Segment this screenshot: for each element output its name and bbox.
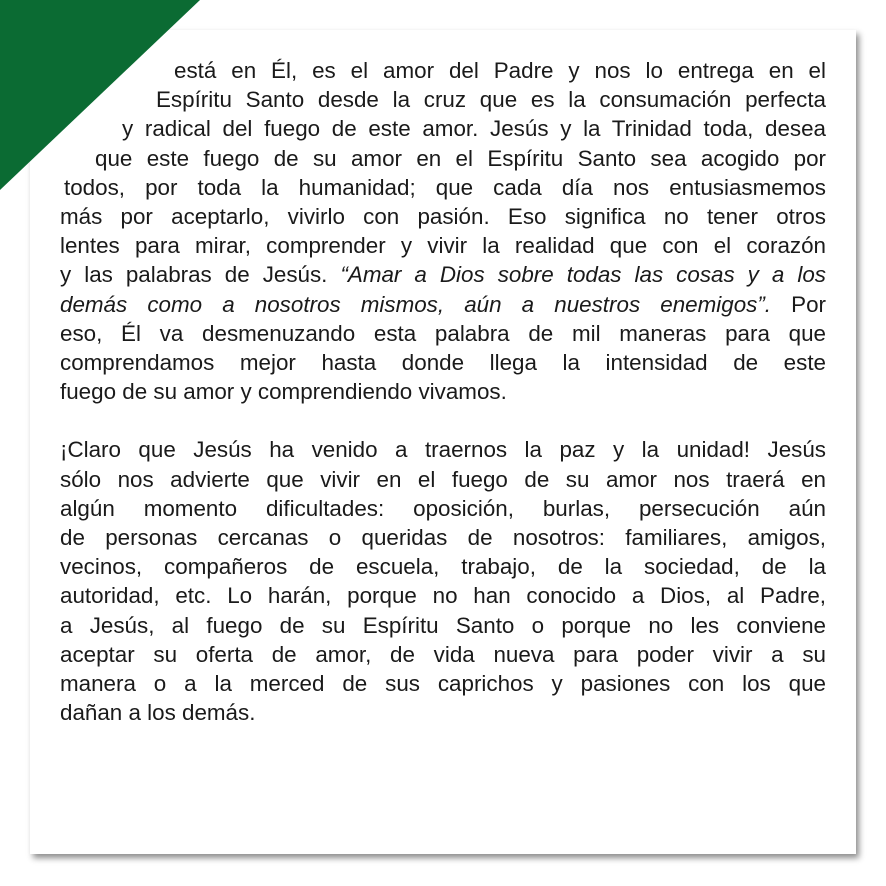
paragraph-2-line-5: vecinos, compañeros de escuela, trabajo, de la sociedad, de la <box>60 554 826 580</box>
paragraph-1-line-8 <box>60 260 826 289</box>
paragraph-2-line-1: ¡Claro que Jesús ha venido a traernos la paz y la unidad! Jesús <box>60 437 826 463</box>
paragraph-1-line-9 <box>60 290 826 319</box>
paragraph-2-line-2: sólo nos advierte que vivir en el fuego de su amor nos traerá en <box>60 466 826 492</box>
line-9-plain-text: Por <box>771 291 826 317</box>
paragraph-2-line-9: manera o a la merced de sus caprichos y pasiones con los que <box>60 671 826 697</box>
paragraph-1-line-5: todos, por toda la humanidad; que cada día nos entusiasmemos <box>64 174 826 200</box>
paragraph-2-line-8: aceptar su oferta de amor, de vida nueva para poder vivir a su <box>60 641 826 667</box>
paragraph-2-line-3: algún momento dificultades: oposición, burlas, persecución aún <box>60 495 826 521</box>
paragraph-1-line-6: más por aceptarlo, vivirlo con pasión. Eso significa no tener otros <box>60 204 826 230</box>
paragraph-1-line-2: Espíritu Santo desde la cruz que es la consumación perfecta <box>156 87 826 113</box>
paragraph-1-line-7: lentes para mirar, comprender y vivir la realidad que con el corazón <box>60 233 826 259</box>
paragraph-2-line-6: autoridad, etc. Lo harán, porque no han conocido a Dios, al Padre, <box>60 583 826 609</box>
paragraph-1-line-3: y radical del fuego de este amor. Jesús y la Trinidad toda, desea <box>122 116 826 142</box>
quote-start: “Amar a Dios sobre todas las cosas y a los <box>340 262 826 288</box>
paragraph-2-line-10: dañan a los demás. <box>60 700 256 726</box>
paragraph-1-line-4: que este fuego de su amor en el Espíritu Santo sea acogido por <box>95 145 826 171</box>
paragraph-1-line-1: está en Él, es el amor del Padre y nos lo entrega en el <box>174 58 826 83</box>
line-8-plain-text: y las palabras de Jesús. <box>60 262 341 288</box>
green-corner-triangle <box>0 0 200 190</box>
paragraph-1-line-11: comprendamos mejor hasta donde llega la intensidad de este <box>60 350 826 376</box>
paragraph-2 <box>60 435 826 727</box>
paragraph-1-line-12: fuego de su amor y comprendiendo vivamos. <box>60 379 507 405</box>
quote-end: demás como a nosotros mismos, aún a nuestros enemigos”. <box>60 291 772 317</box>
corner-triangle-shape <box>0 0 200 190</box>
paragraph-2-line-4: de personas cercanas o queridas de nosotros: familiares, amigos, <box>60 525 826 551</box>
paragraph-2-line-7: a Jesús, al fuego de su Espíritu Santo o porque no les conviene <box>60 612 826 638</box>
paragraph-1-line-10: eso, Él va desmenuzando esta palabra de mil maneras para que <box>60 320 826 346</box>
